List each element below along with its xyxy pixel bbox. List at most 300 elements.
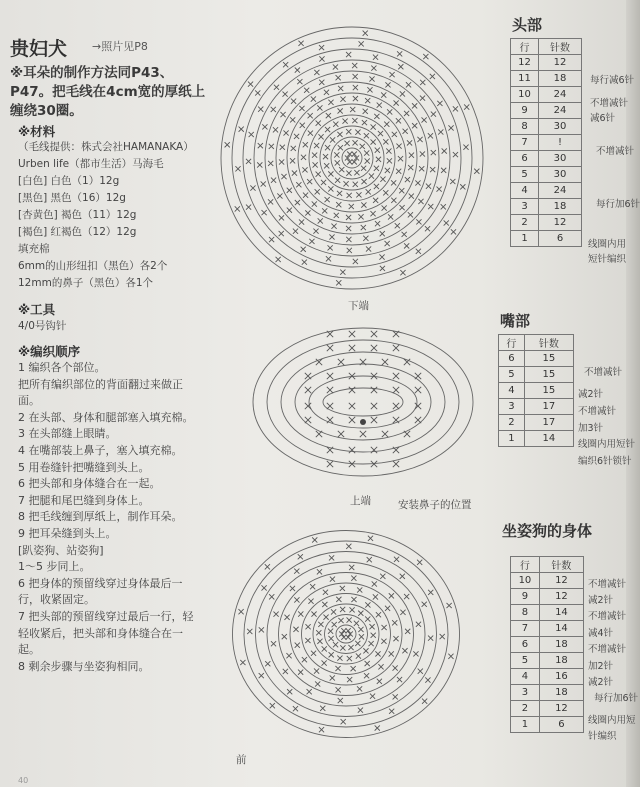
stitch-mark — [312, 153, 317, 158]
row-number: 3 — [511, 685, 540, 701]
stitch-mark — [415, 403, 421, 409]
stitch-mark — [307, 689, 312, 694]
stitch-mark — [340, 586, 345, 591]
stitch-mark — [293, 229, 298, 234]
stitch-mark — [353, 259, 358, 264]
stitch-mark — [313, 162, 318, 167]
table-row — [511, 183, 582, 199]
stitch-mark — [235, 166, 240, 171]
stitch-mark — [393, 345, 399, 351]
stitch-mark — [351, 597, 356, 602]
stitch-mark — [368, 536, 373, 541]
step-line: 6 把头部和身体缝合在一起。 — [18, 477, 161, 491]
table-note: 线圈内用 — [588, 239, 627, 250]
stitch-mark — [319, 45, 324, 50]
table-row — [511, 637, 584, 653]
stitch-count: 18 — [539, 637, 583, 653]
steps-heading: ※编织顺序 — [18, 344, 81, 359]
stitch-mark — [305, 638, 310, 643]
stitch-mark — [349, 204, 354, 209]
stitch-mark — [393, 665, 398, 670]
table-note: 每行加6针 — [596, 199, 640, 210]
stitch-mark — [343, 181, 348, 186]
stitch-count: 18 — [539, 685, 583, 701]
stitch-mark — [317, 569, 322, 574]
stitch-mark — [287, 208, 292, 213]
materials-list — [18, 139, 194, 292]
stitch-mark — [338, 698, 343, 703]
stitch-mark — [422, 602, 427, 607]
stitch-mark — [312, 537, 317, 542]
stitch-mark — [377, 103, 382, 108]
stitch-mark — [382, 431, 388, 437]
stitch-mark — [319, 727, 324, 732]
stitch-mark — [430, 167, 435, 172]
stitch-mark — [337, 656, 342, 661]
stitch-mark — [322, 646, 327, 651]
table-note: 减2针 — [588, 677, 614, 688]
stitch-mark — [323, 615, 328, 620]
stitch-mark — [316, 630, 321, 635]
stitch-mark — [269, 144, 274, 149]
stitch-mark — [271, 641, 276, 646]
stitch-mark — [330, 137, 335, 142]
round-outline — [244, 541, 448, 727]
stitch-mark — [257, 162, 262, 167]
stitch-mark — [321, 180, 326, 185]
stitch-mark — [385, 168, 390, 173]
stitch-mark — [419, 166, 424, 171]
stitch-mark — [279, 215, 284, 220]
page-edge — [626, 0, 640, 787]
stitch-mark — [397, 51, 402, 56]
stitch-mark — [389, 709, 394, 714]
stitch-mark — [290, 117, 295, 122]
row-number: 3 — [511, 199, 539, 215]
stitch-mark — [338, 86, 343, 91]
stitch-mark — [382, 205, 387, 210]
stitch-mark — [366, 189, 371, 194]
col-stitches: 针数 — [539, 557, 583, 573]
stitch-mark — [347, 656, 352, 661]
stitch-mark — [322, 660, 327, 665]
stitch-mark — [351, 576, 356, 581]
step-line: [趴姿狗、站姿狗] — [18, 543, 104, 557]
stitch-mark — [380, 177, 385, 182]
stitch-mark — [420, 96, 425, 101]
stitch-mark — [408, 212, 413, 217]
table-row — [511, 621, 584, 637]
round-outline — [325, 615, 368, 654]
stitch-mark — [364, 150, 369, 155]
row-number: 8 — [511, 119, 539, 135]
table-note: 减4针 — [588, 628, 614, 639]
stitch-mark — [360, 144, 365, 149]
stitch-mark — [460, 184, 465, 189]
stitch-mark — [248, 82, 253, 87]
stitch-count: 15 — [524, 367, 573, 383]
col-stitches: 针数 — [524, 335, 573, 351]
head-table-title: 头部 — [512, 16, 543, 34]
materials-heading: ※材料 — [18, 124, 56, 139]
stitch-mark — [415, 373, 421, 379]
head-table — [510, 38, 582, 247]
stitch-mark — [400, 270, 405, 275]
stitch-mark — [359, 634, 364, 639]
stitch-mark — [305, 417, 311, 423]
stitch-mark — [240, 660, 245, 665]
stitch-mark — [269, 237, 274, 242]
stitch-count: 30 — [539, 151, 582, 167]
stitch-mark — [361, 166, 366, 171]
stitch-mark — [416, 249, 421, 254]
stitch-mark — [340, 97, 345, 102]
table-note: 不增减针 — [588, 611, 627, 622]
stitch-mark — [302, 657, 307, 662]
stitch-mark — [350, 107, 355, 112]
table-row — [511, 669, 584, 685]
stitch-mark — [281, 174, 286, 179]
body-table-title: 坐姿狗的身体 — [502, 522, 593, 540]
stitch-mark — [304, 88, 309, 93]
row-number: 2 — [499, 415, 525, 431]
stitch-mark — [393, 403, 399, 409]
stitch-mark — [387, 158, 392, 163]
step-line: 把所有编织部位的背面翻过来做正 — [18, 377, 183, 391]
stitch-mark — [348, 631, 353, 636]
stitch-mark — [453, 106, 458, 111]
stitch-mark — [322, 208, 327, 213]
stitch-mark — [282, 634, 287, 639]
stitch-mark — [259, 673, 264, 678]
stitch-mark — [346, 226, 351, 231]
stitch-mark — [287, 188, 292, 193]
stitch-mark — [372, 581, 377, 586]
stitch-mark — [311, 96, 316, 101]
stitch-mark — [290, 586, 295, 591]
stitch-mark — [354, 170, 359, 175]
col-row: 行 — [511, 557, 540, 573]
stitch-mark — [375, 148, 380, 153]
stitch-mark — [338, 618, 343, 623]
stitch-mark — [442, 148, 447, 153]
stitch-mark — [246, 205, 251, 210]
stitch-count: ! — [539, 135, 582, 151]
stitch-mark — [418, 199, 423, 204]
table-row — [511, 199, 582, 215]
step-line: 7 把头部的预留线穿过最后一行，轻 — [18, 609, 194, 623]
stitch-mark — [391, 198, 396, 203]
stitch-mark — [409, 153, 414, 158]
stitch-mark — [385, 606, 390, 611]
stitch-mark — [408, 165, 413, 170]
stitch-mark — [374, 166, 379, 171]
stitch-mark — [379, 254, 384, 259]
stitch-count: 12 — [539, 701, 583, 717]
stitch-mark — [425, 226, 430, 231]
row-number: 5 — [511, 653, 540, 669]
stitch-mark — [394, 557, 399, 562]
stitch-mark — [352, 140, 357, 145]
stitch-mark — [360, 431, 366, 437]
row-number: 1 — [511, 231, 539, 247]
stitch-mark — [353, 96, 358, 101]
stitch-mark — [337, 191, 342, 196]
stitch-mark — [315, 681, 320, 686]
round-outline — [287, 93, 417, 223]
stitch-mark — [303, 193, 308, 198]
stitch-mark — [349, 417, 355, 423]
stitch-mark — [342, 119, 347, 124]
stitch-mark — [428, 636, 433, 641]
stitch-mark — [365, 158, 370, 163]
round-outline — [253, 328, 473, 476]
stitch-mark — [344, 141, 349, 146]
stitch-mark — [311, 651, 316, 656]
material-item: （毛线提供：株式会社HAMANAKA） — [18, 141, 194, 153]
stitch-mark — [328, 171, 333, 176]
stitch-mark — [334, 213, 339, 218]
stitch-mark — [393, 461, 399, 467]
stitch-mark — [354, 621, 359, 626]
stitch-mark — [375, 725, 380, 730]
label-nose-position: 安装鼻子的位置 — [398, 499, 472, 511]
stitch-mark — [474, 169, 479, 174]
stitch-mark — [338, 431, 344, 437]
material-item: Urben life（都市生活）马海毛 — [18, 158, 164, 170]
stitch-mark — [331, 224, 336, 229]
stitch-mark — [347, 248, 352, 253]
stitch-mark — [412, 103, 417, 108]
table-row — [511, 167, 582, 183]
stitch-mark — [422, 699, 427, 704]
stitch-mark — [338, 145, 343, 150]
body-table — [510, 556, 584, 733]
stitch-mark — [417, 560, 422, 565]
row-number: 10 — [511, 573, 540, 589]
table-row — [511, 71, 582, 87]
stitch-mark — [355, 130, 360, 135]
table-note: 不增减针 — [590, 98, 629, 109]
stitch-mark — [238, 609, 243, 614]
stitch-mark — [386, 148, 391, 153]
step-line: 1 编织各个部位。 — [18, 361, 106, 374]
stitch-mark — [353, 74, 358, 79]
stitch-mark — [294, 597, 299, 602]
round-outline — [331, 137, 373, 179]
material-item: 填充棉 — [18, 243, 50, 255]
stitch-mark — [314, 70, 319, 75]
stitch-mark — [250, 185, 255, 190]
table-row — [499, 399, 574, 415]
stitch-mark — [336, 280, 341, 285]
stitch-mark — [393, 694, 398, 699]
round-outline — [342, 148, 362, 168]
stitch-mark — [361, 202, 366, 207]
stitch-mark — [417, 137, 422, 142]
stitch-mark — [391, 180, 396, 185]
stitch-mark — [353, 85, 358, 90]
stitch-mark — [464, 104, 469, 109]
stitch-mark — [349, 331, 355, 337]
stitch-mark — [328, 636, 333, 641]
stitch-mark — [316, 121, 321, 126]
stitch-mark — [413, 651, 418, 656]
stitch-mark — [356, 653, 361, 658]
stitch-mark — [277, 193, 282, 198]
stitch-mark — [358, 708, 363, 713]
stitch-mark — [385, 82, 390, 87]
tools-item: 4/0号钩针 — [18, 320, 67, 332]
table-row — [511, 215, 582, 231]
step-line: 8 剩余步骤与坐姿狗相同。 — [18, 659, 150, 673]
stitch-mark — [425, 677, 430, 682]
stitch-mark — [407, 140, 412, 145]
stitch-mark — [301, 247, 306, 252]
stitch-mark — [279, 231, 284, 236]
stitch-mark — [351, 666, 356, 671]
stitch-count: 17 — [524, 399, 573, 415]
stitch-mark — [302, 260, 307, 265]
stitch-mark — [365, 602, 370, 607]
row-number: 9 — [511, 589, 540, 605]
stitch-mark — [363, 236, 368, 241]
stitch-mark — [404, 243, 409, 248]
stitch-mark — [330, 675, 335, 680]
stitch-mark — [352, 118, 357, 123]
stitch-mark — [371, 331, 377, 337]
stitch-mark — [269, 594, 274, 599]
stitch-mark — [258, 107, 263, 112]
stitch-mark — [389, 72, 394, 77]
stitch-mark — [431, 112, 436, 117]
step-line: 6 把身体的预留线穿过身体最后一 — [18, 576, 183, 590]
stitch-mark — [349, 403, 355, 409]
stitch-mark — [418, 669, 423, 674]
stitch-mark — [339, 167, 344, 172]
round-outline — [256, 552, 437, 717]
table-row — [511, 589, 584, 605]
stitch-mark — [416, 219, 421, 224]
table-note: 针编织 — [588, 731, 617, 742]
stitch-mark — [308, 131, 313, 136]
stitch-mark — [399, 188, 404, 193]
stitch-mark — [381, 625, 386, 630]
stitch-mark — [370, 694, 375, 699]
stitch-mark — [307, 179, 312, 184]
stitch-mark — [336, 202, 341, 207]
stitch-mark — [255, 90, 260, 95]
round-outline — [267, 340, 459, 464]
stitch-mark — [262, 124, 267, 129]
stitch-mark — [317, 639, 322, 644]
stitch-mark — [380, 574, 385, 579]
stitch-mark — [332, 622, 337, 627]
stitch-mark — [405, 629, 410, 634]
stitch-mark — [295, 68, 300, 73]
stitch-mark — [349, 387, 355, 393]
stitch-mark — [329, 555, 334, 560]
stitch-mark — [305, 387, 311, 393]
stitch-mark — [453, 152, 458, 157]
table-row — [511, 135, 582, 151]
stitch-count: 18 — [539, 199, 582, 215]
muzzle-table-title: 嘴部 — [500, 312, 531, 330]
round-outline — [336, 625, 356, 643]
stitch-mark — [422, 117, 427, 122]
row-number: 8 — [511, 605, 540, 621]
stitch-mark — [346, 52, 351, 57]
stitch-mark — [346, 237, 351, 242]
stitch-mark — [365, 98, 370, 103]
table-note: 编织6针锁针 — [578, 456, 632, 467]
step-line: 行，收紧固定。 — [18, 593, 95, 607]
stitch-mark — [375, 221, 380, 226]
stitch-mark — [400, 610, 405, 615]
stitch-mark — [305, 373, 311, 379]
stitch-mark — [371, 417, 377, 423]
stitch-mark — [441, 204, 446, 209]
stitch-mark — [437, 101, 442, 106]
table-row — [511, 151, 582, 167]
row-number: 4 — [499, 383, 525, 399]
stitch-mark — [359, 41, 364, 46]
material-item: [褐色] 红褐色（12）12g — [18, 226, 137, 238]
row-number: 5 — [499, 367, 525, 383]
stitch-mark — [279, 159, 284, 164]
stitch-mark — [415, 417, 421, 423]
stitch-mark — [246, 159, 251, 164]
stitch-mark — [349, 345, 355, 351]
page-number: 40 — [18, 776, 29, 785]
stitch-mark — [298, 554, 303, 559]
col-row: 行 — [511, 39, 539, 55]
stitch-mark — [326, 113, 331, 118]
table-row — [511, 87, 582, 103]
step-line: 8 把毛线缠到厚纸上，制作耳朵。 — [18, 510, 183, 524]
tools-heading: ※工具 — [18, 302, 56, 317]
table-row — [511, 717, 584, 733]
table-row — [499, 367, 574, 383]
stitch-mark — [393, 387, 399, 393]
steps-list — [18, 360, 218, 675]
stitch-mark — [305, 624, 310, 629]
step-line: 5 用卷缝针把嘴缝到头上。 — [18, 460, 150, 474]
stitch-mark — [371, 345, 377, 351]
stitch-mark — [293, 627, 298, 632]
stitch-mark — [322, 602, 327, 607]
stitch-mark — [349, 565, 354, 570]
stitch-mark — [430, 74, 435, 79]
stitch-mark — [389, 651, 394, 656]
step-line: 1～5 步同上。 — [18, 560, 91, 574]
material-item: [黑色] 黑色（16）12g — [18, 192, 126, 204]
stitch-mark — [336, 597, 341, 602]
stitch-mark — [416, 622, 421, 627]
stitch-mark — [339, 631, 344, 636]
stitch-count: 18 — [539, 653, 583, 669]
stitch-count: 12 — [539, 573, 583, 589]
stitch-mark — [333, 122, 338, 127]
stitch-count: 24 — [539, 183, 582, 199]
stitch-count: 14 — [524, 431, 573, 447]
stitch-mark — [326, 256, 331, 261]
stitch-mark — [328, 100, 333, 105]
stitch-mark — [331, 609, 336, 614]
stitch-mark — [291, 146, 296, 151]
stitch-mark — [295, 200, 300, 205]
stitch-mark — [329, 234, 334, 239]
